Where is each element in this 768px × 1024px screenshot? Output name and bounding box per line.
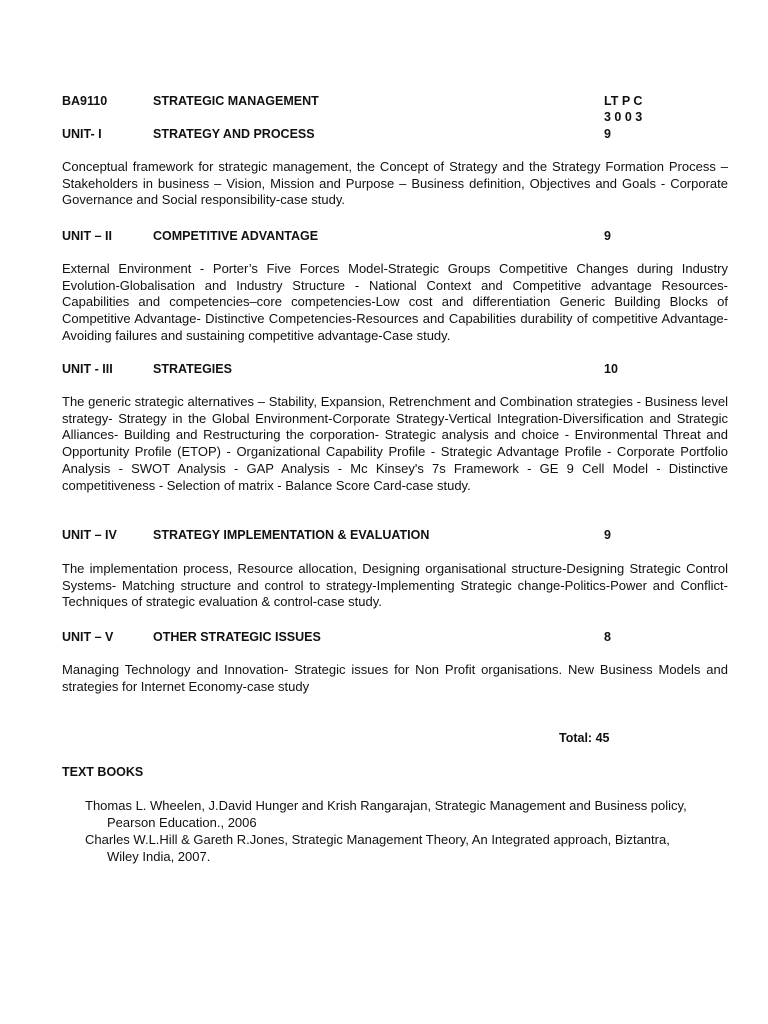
unit-title: STRATEGY AND PROCESS [153, 127, 315, 141]
unit-content: The generic strategic alternatives – Stability, Expansion, Retrenchment and Combination strategies - Business level strategy- Strategy in the Global Environment-Corporate Strategy-Vertical Integration-Diversification and Strategic Alliances- Building and Restructuring the corporation- Strategic analysis and choice - Environmental Threat and Opportunity Profile (ETOP) - Organizational Capability Profile - Strategic Advantage Profile - Corporate Portfolio Analysis - SWOT Analysis - GAP Analysis - Mc Kinsey's 7s Framework - GE 9 Cell Model - Distinctive competitiveness - Selection of matrix - Balance Score Card-case study. [62, 394, 728, 493]
total-hours: Total: 45 [559, 731, 610, 745]
unit-hours: 9 [604, 229, 611, 243]
ltpc-label: LT P C [604, 94, 643, 108]
unit-content: The implementation process, Resource allocation, Designing organisational structure-Designing Strategic Control Systems- Matching structure and control to strategy-Implementing Strategic change-Politics-Power and Conflict-Techniques of strategic evaluation & control-case study. [62, 561, 728, 610]
unit-label: UNIT – V [62, 630, 114, 644]
unit-label: UNIT – II [62, 229, 113, 243]
unit-title: STRATEGIES [153, 362, 232, 376]
course-code: BA9110 [62, 94, 108, 108]
unit-title: COMPETITIVE ADVANTAGE [153, 229, 319, 243]
unit-label: UNIT- I [62, 127, 102, 141]
text-book-line-continued: Wiley India, 2007. [107, 848, 211, 864]
ltpc-values: 3 0 0 3 [604, 110, 643, 124]
text-book-line: Thomas L. Wheelen, J.David Hunger and Krish Rangarajan, Strategic Management and Business policy, [85, 798, 687, 813]
unit-hours: 10 [604, 362, 618, 376]
unit-label: UNIT - III [62, 362, 113, 376]
course-title: STRATEGIC MANAGEMENT [153, 94, 319, 108]
unit-content: Conceptual framework for strategic management, the Concept of Strategy and the Strategy Formation Process – Stakeholders in business – Vision, Mission and Purpose – Business definition, Objectives and Goals - Corporate Governance and Social responsibility-case study. [62, 159, 728, 208]
unit-title: STRATEGY IMPLEMENTATION & EVALUATION [153, 528, 430, 542]
text-book-item [85, 832, 728, 865]
ltpc-block [604, 93, 642, 125]
unit-hours: 9 [604, 528, 611, 542]
unit-title: OTHER STRATEGIC ISSUES [153, 630, 321, 644]
unit-content: External Environment - Porter’s Five Forces Model-Strategic Groups Competitive Changes during Industry Evolution-Globalisation and Industry Structure - National Context and Competitive advantage Resources- Capabilities and competencies–core competencies-Low cost and differentiation Generic Building Blocks of Competitive Advantage- Distinctive Competencies-Resources and Capabilities durability of competitive Advantage- Avoiding failures and sustaining competitive advantage-Case study. [62, 261, 728, 343]
text-book-line: Charles W.L.Hill & Gareth R.Jones, Strategic Management Theory, An Integrated approach, Biztantra, [85, 832, 670, 847]
text-books-heading: TEXT BOOKS [62, 765, 144, 779]
text-book-line-continued: Pearson Education., 2006 [107, 814, 257, 830]
unit-hours: 9 [604, 127, 611, 141]
unit-label: UNIT – IV [62, 528, 117, 542]
unit-hours: 8 [604, 630, 611, 644]
text-book-item [85, 798, 728, 831]
unit-content: Managing Technology and Innovation- Strategic issues for Non Profit organisations. New Business Models and strategies for Internet Economy-case study [62, 662, 728, 694]
